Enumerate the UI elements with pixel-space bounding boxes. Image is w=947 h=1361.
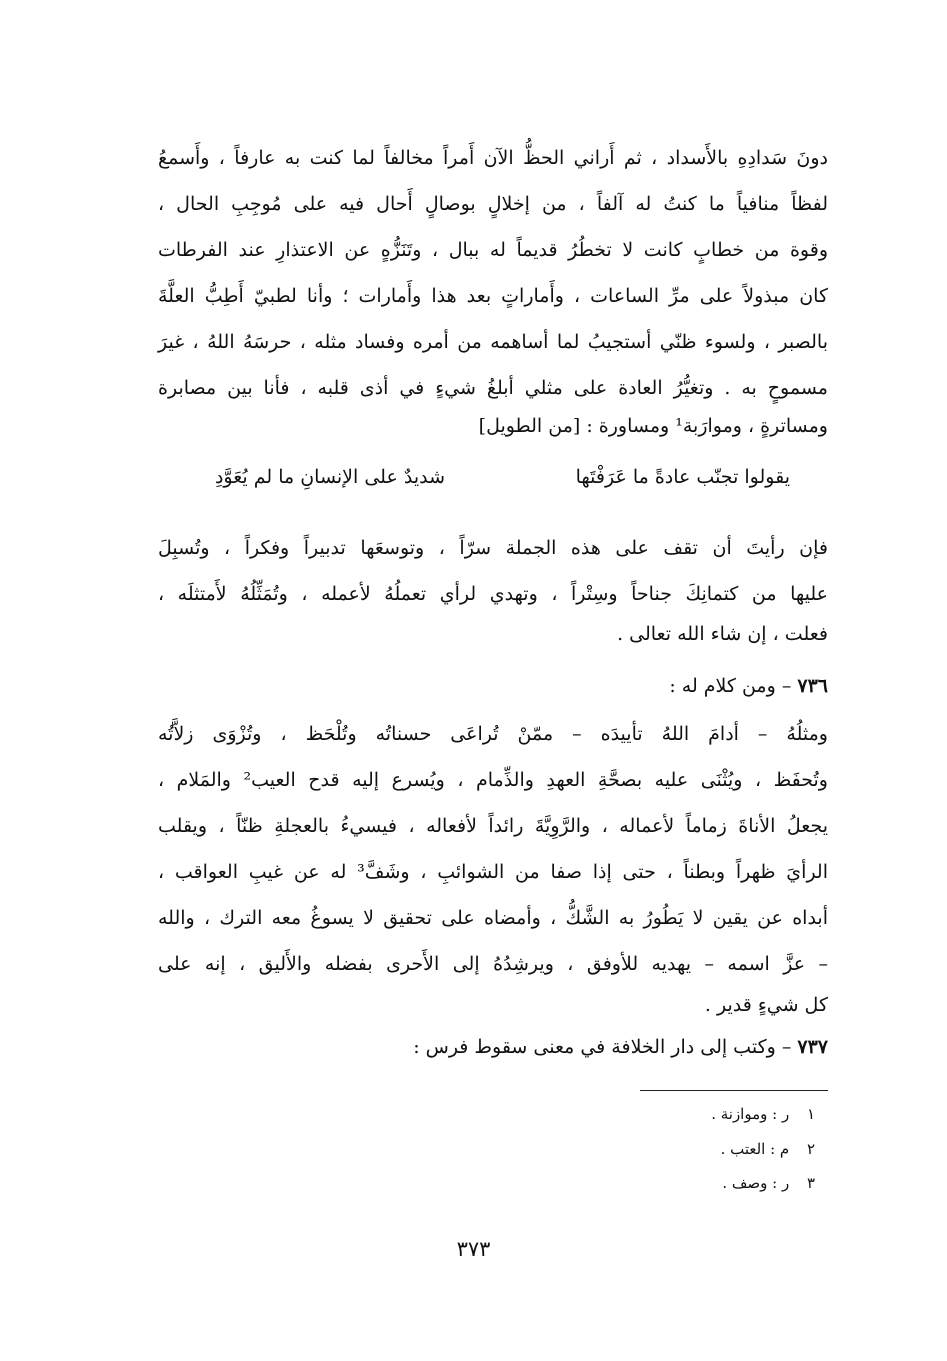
text-line: بالصبر ، ولسوء ظنّي أستجيبُ لما أساهمه من أمره وفساد مثله ، حرسَهُ اللهُ ، غيرَ bbox=[158, 331, 828, 353]
section-number: ٧٣٧ bbox=[797, 1036, 828, 1058]
text-line: عليها من كتمانِكَ جناحاً وسِتْراً ، وتهدي لرأي تعملُهُ لأعمله ، وتُمَثِّلُهُ لأَمتثلَه ، bbox=[158, 583, 828, 605]
text-line: ومثلُهُ – أدامَ اللهُ تأييدَه – ممّنْ تُراعَى حسناتُه وتُلْحَظ ، وتُزْوَى زلاَّتُه bbox=[158, 723, 828, 745]
text-line: الرأيَ ظهراً وبطناً ، حتى إذا صفا من الشوائبِ ، وشَفَّ³ له عن غيبِ العواقب ، bbox=[158, 861, 828, 883]
text-line: وقوة من خطابٍ كانت لا تخطُرُ قديماً له ببال ، وتَنَزُّهٍ عن الاعتذارِ عند الفرطات bbox=[158, 239, 828, 261]
footnote-divider bbox=[640, 1090, 828, 1091]
text-line: – عزَّ اسمه – يهديه للأوفق ، ويرشِدُهُ إلى الأَحرى بفضله والأَليق ، إنه على bbox=[158, 953, 828, 975]
footnote-number: ١ bbox=[806, 1105, 816, 1123]
section-heading-736 bbox=[158, 671, 828, 701]
page-number: ٣٧٣ bbox=[456, 1237, 491, 1261]
verse-hemistich-1: يقولوا تجنّب عادةً ما عَرَفْتَها bbox=[575, 466, 790, 488]
section-heading-737 bbox=[198, 1032, 828, 1062]
footnote-text: م : العتب . bbox=[720, 1140, 790, 1158]
section-heading-text: – وكتب إلى دار الخلافة في معنى سقوط فرس : bbox=[413, 1036, 792, 1058]
text-line: مسموحٍ به . وتغيُّرُ العادة على مثلي أبلغُ شيءٍ في أذى قلبه ، فأنا بين مصابرة bbox=[158, 377, 828, 399]
text-line: أبداه عن يقين لا يَطُورُ به الشَّكُّ ، وأمضاه على تحقيق لا يسوغُ معه الترك ، والله bbox=[158, 907, 828, 929]
text-line: لفظاً منافياً ما كنتُ له آلفاً ، من إخلالٍ بوصالٍ أَحال فيه على مُوجِبِ الحال ، bbox=[158, 193, 828, 215]
footnote-number: ٢ bbox=[806, 1140, 816, 1158]
text-line: كل شيءٍ قدير . bbox=[704, 994, 828, 1016]
text-line: وتُحفَظ ، ويُثْنَى عليه بصحَّةِ العهدِ والذِّمام ، ويُسرع إليه قدح العيب² والمَلام ، bbox=[158, 769, 828, 791]
footnote bbox=[400, 1138, 828, 1160]
text-line: دونَ سَدادِهِ بالأَسداد ، ثم أَراني الحظُّ الآن أَمراً مخالفاً لما كنت به عارفاً ، وأَسمعُ bbox=[158, 147, 828, 169]
section-heading-text: – ومن كلام له : bbox=[669, 675, 792, 697]
footnote bbox=[400, 1172, 828, 1194]
text-line: يجعلُ الأناةَ زماماً لأعماله ، والرَّوِيَّةَ رائداً لأفعاله ، فيسيءُ بالعجلةِ ظنّاً ، ويقلب bbox=[158, 815, 828, 837]
text-line: فعلت ، إن شاء الله تعالى . bbox=[617, 623, 828, 645]
footnote-text: ر : وموازنة . bbox=[711, 1105, 790, 1123]
footnote-text: ر : وصف . bbox=[722, 1174, 790, 1192]
footnote bbox=[400, 1103, 828, 1125]
section-number: ٧٣٦ bbox=[797, 675, 828, 697]
text-line: ومساترةٍ ، وموارَبة¹ ومساورة : [من الطويل] bbox=[478, 415, 828, 437]
text-line: فإن رأيتَ أن تقف على هذه الجملة سرّاً ، وتوسعَها تدبيراً وفكراً ، وتُسبِلَ bbox=[158, 537, 828, 559]
text-line: كان مبذولاً على مرِّ الساعات ، وأَماراتٍ بعد هذا وأَمارات ؛ وأنا لطبيّ أَطِبُّ العلَّةَ bbox=[158, 285, 828, 307]
verse-hemistich-2: شديدٌ على الإنسانِ ما لم يُعَوَّدِ bbox=[214, 466, 445, 488]
footnote-number: ٣ bbox=[806, 1174, 816, 1192]
